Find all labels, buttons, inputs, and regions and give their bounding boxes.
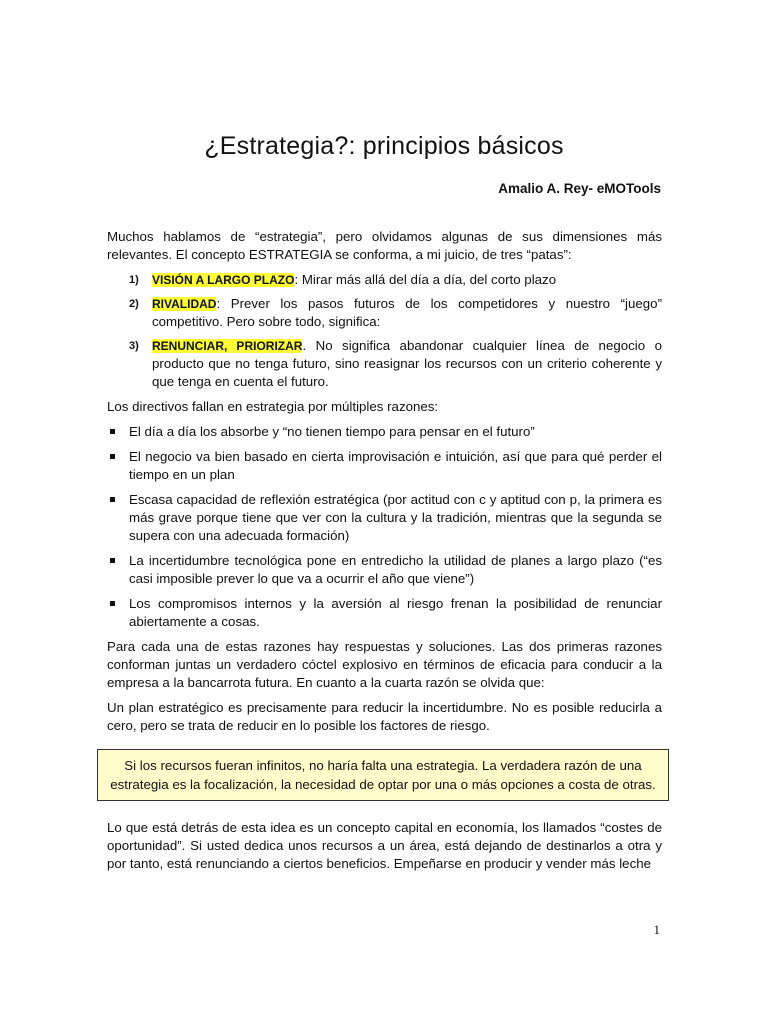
list-text: : Prever los pasos futuros de los competidores y nuestro “juego” competitivo. Pero sobre todo, significa:: [152, 296, 662, 329]
list-item: [107, 337, 662, 391]
bullet-icon: [110, 497, 115, 502]
list-item: [107, 595, 662, 631]
list-item: [107, 423, 662, 441]
razones-list: [107, 423, 662, 631]
list-text: Los compromisos internos y la aversión al riesgo frenan la posibilidad de renunciar abiertamente a cosas.: [129, 596, 662, 629]
bullet-icon: [110, 601, 115, 606]
bullet-icon: [110, 558, 115, 563]
list-item: [107, 552, 662, 588]
highlighted-term: RENUNCIAR, PRIORIZAR: [152, 339, 303, 353]
paragraph: Para cada una de estas razones hay respuestas y soluciones. Las dos primeras razones conforman juntas un verdadero cóctel explosivo en términos de eficacia para conducir a la empresa a la bancarrota futura. En cuanto a la cuarta razón se olvida que:: [107, 639, 662, 690]
patas-list: [107, 271, 662, 391]
list-number: 3): [129, 340, 139, 352]
page-title: ¿Estrategia?: principios básicos: [204, 132, 564, 160]
paragraph: Un plan estratégico es precisamente para reducir la incertidumbre. No es posible reducirla a cero, pero se trata de reducir en lo posible los factores de riesgo.: [107, 700, 662, 733]
paragraph: Lo que está detrás de esta idea es un concepto capital en economía, los llamados “costes de oportunidad”. Si usted dedica unos recursos a un área, está dejando de destinarlos a otra y por tanto, está renunciando a ciertos beneficios. Empeñarse en producir y vender más leche: [107, 820, 662, 871]
list-text: Escasa capacidad de reflexión estratégica (por actitud con c y aptitud con p, la primera es más grave porque tiene que ver con la cultura y la tradición, mientras que la segunda se supera con una adecuada formación): [129, 492, 662, 543]
list-item: [107, 491, 662, 545]
highlighted-quote-box: Si los recursos fueran infinitos, no haría falta una estrategia. La verdadera razón de una estrategia es la focalización, la necesidad de optar por una o más opciones a costa de otras.: [97, 749, 669, 801]
highlighted-term: RIVALIDAD: [152, 297, 217, 311]
list-number: 2): [129, 298, 139, 310]
list-text: : Mirar más allá del día a día, del corto plazo: [294, 272, 557, 287]
list-item: [107, 295, 662, 331]
list-text: La incertidumbre tecnológica pone en entredicho la utilidad de planes a largo plazo (“es casi imposible prever lo que va a ocurrir el año que viene”): [129, 553, 662, 586]
page-number: 1: [653, 922, 660, 937]
list-item: [107, 271, 662, 289]
list-text: El negocio va bien basado en cierta improvisación e intuición, así que para qué perder el tiempo en un plan: [129, 449, 662, 482]
list-item: [107, 448, 662, 484]
document-body: [107, 228, 662, 880]
author-line: Amalio A. Rey- eMOTools: [498, 181, 661, 196]
razones-intro: Los directivos fallan en estrategia por múltiples razones:: [107, 399, 439, 414]
list-number: 1): [129, 274, 139, 286]
highlighted-term: VISIÓN A LARGO PLAZO: [152, 273, 295, 287]
list-text: El día a día los absorbe y “no tienen tiempo para pensar en el futuro”: [129, 424, 535, 439]
bullet-icon: [110, 454, 115, 459]
intro-paragraph: Muchos hablamos de “estrategia”, pero olvidamos algunas de sus dimensiones más relevantes. El concepto ESTRATEGIA se conforma, a mi juicio, de tres “patas”:: [107, 229, 662, 262]
list-text: . No significa abandonar cualquier línea de negocio o producto que no tenga futuro, sino reasignar los recursos con un criterio coherente y que tenga en cuenta el futuro.: [152, 338, 662, 389]
bullet-icon: [110, 429, 115, 434]
